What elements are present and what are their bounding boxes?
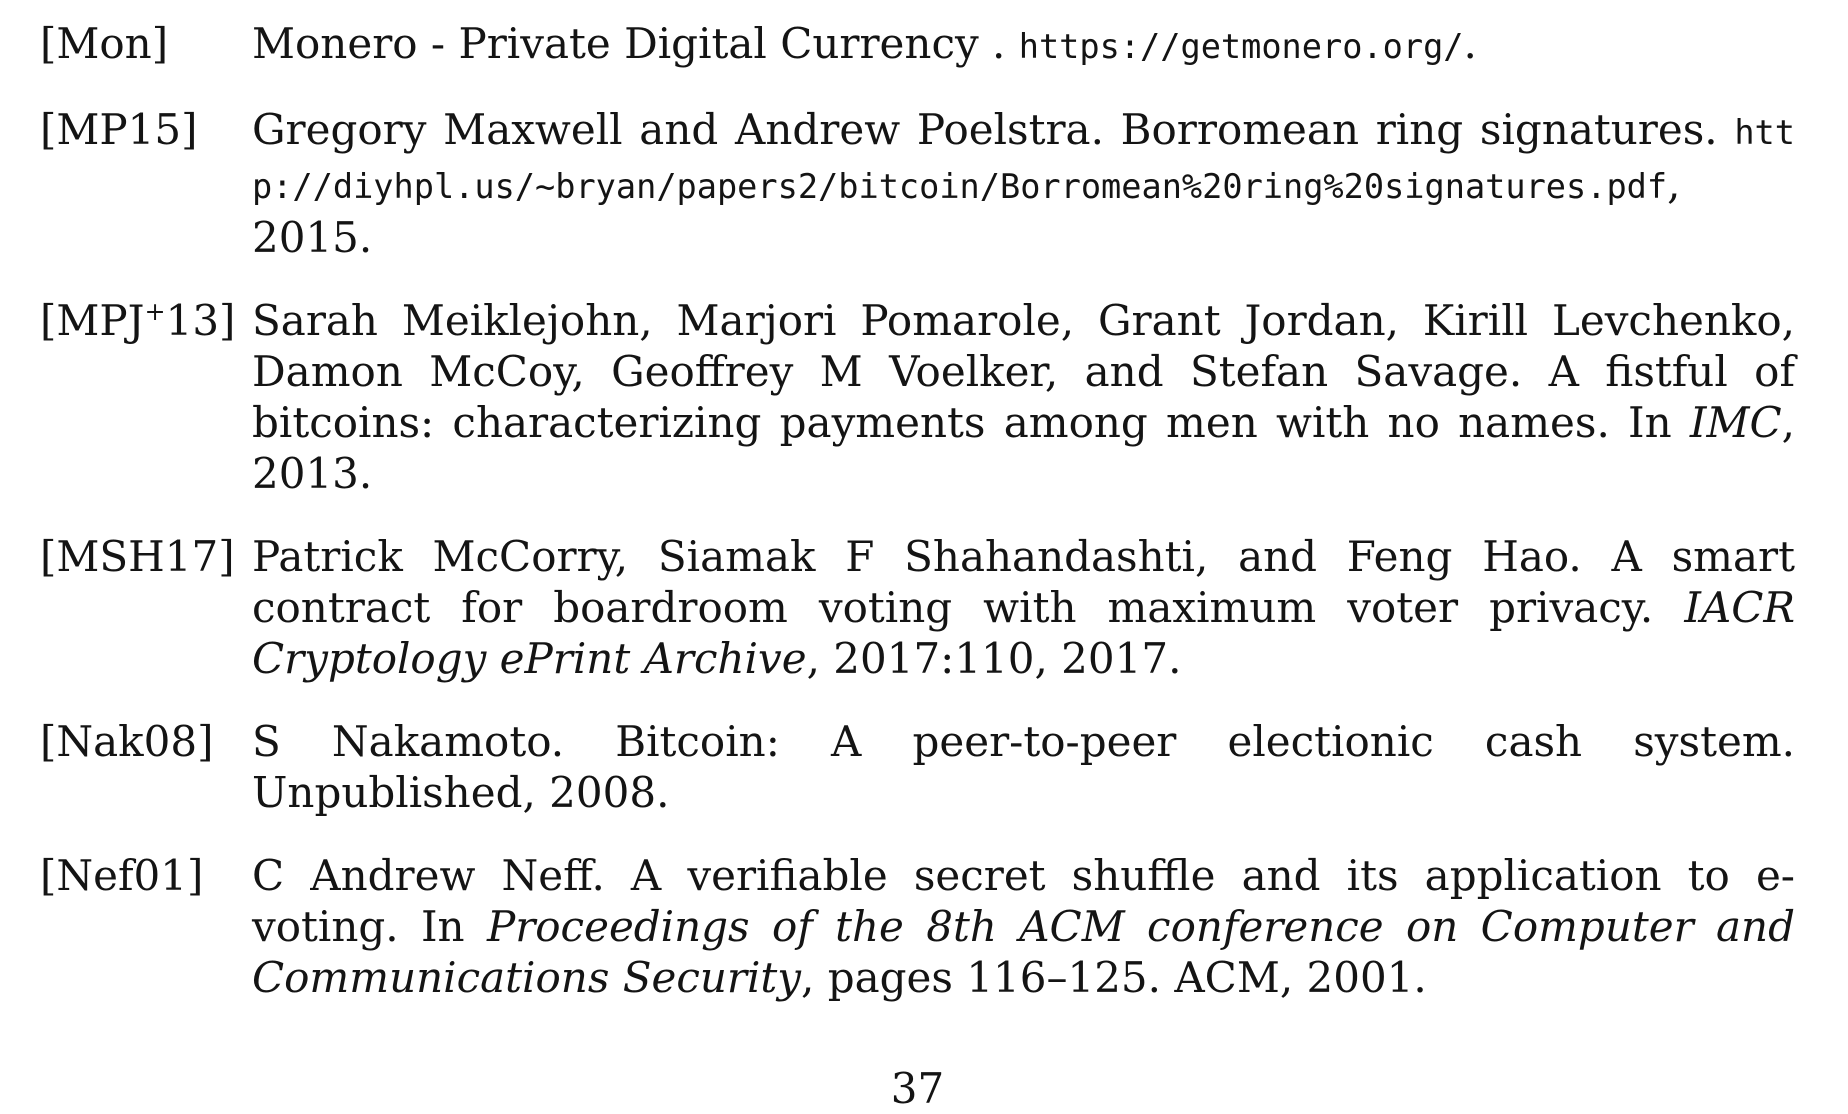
text-segment-italic: IACR Cryptology ePrint Archive <box>252 583 1795 683</box>
bibliography-entry <box>40 531 1795 684</box>
text-segment-sup: + <box>144 297 166 326</box>
text-segment-roman: [MP15] <box>40 105 198 154</box>
text-segment-roman: , 2013. <box>252 398 1795 498</box>
page-number: 37 <box>890 1064 945 1113</box>
text-segment-italic: Proceedings of the 8th ACM conference on Computer and Communications Security <box>252 902 1795 1002</box>
text-segment-mono: http://diyhpl.us/~bryan/papers2/bitcoin/Borromean%20ring%20signatures.pdf <box>252 113 1795 206</box>
citation-label <box>40 850 252 1003</box>
text-segment-roman: , pages 116–125. ACM, 2001. <box>801 953 1427 1002</box>
bibliography-entry <box>40 18 1795 72</box>
citation-body <box>252 295 1795 499</box>
text-segment-roman: 13] <box>165 296 236 345</box>
text-segment-roman: Sarah Meiklejohn, Marjori Pomarole, Grant Jordan, Kirill Levchenko, Damon McCoy, Geoffrey M Voelker, and Stefan Savage. A fistful of bitcoins: characterizing payments among men with no names. In <box>252 296 1795 447</box>
text-segment-roman: [MPJ <box>40 296 145 345</box>
text-segment-roman: Gregory Maxwell and Andrew Poelstra. Borromean ring signatures. <box>252 105 1735 154</box>
text-segment-roman: [Mon] <box>40 19 169 68</box>
text-segment-roman: , 2015. <box>252 159 1681 262</box>
text-segment-roman: , 2017:110, 2017. <box>806 634 1182 683</box>
citation-body <box>252 716 1795 818</box>
citation-label <box>40 104 252 263</box>
text-segment-italic: IMC <box>1689 398 1782 447</box>
citation-label <box>40 295 252 499</box>
citation-label <box>40 716 252 818</box>
text-segment-roman: S Nakamoto. Bitcoin: A peer-to-peer electionic cash system. Unpublished, 2008. <box>252 717 1795 817</box>
citation-body <box>252 531 1795 684</box>
citation-label <box>40 18 252 72</box>
bibliography-entry <box>40 104 1795 263</box>
text-segment-roman: C Andrew Neff. A verifiable secret shuffle and its application to e-voting. In <box>252 851 1795 951</box>
text-segment-roman: Patrick McCorry, Siamak F Shahandashti, and Feng Hao. A smart contract for boardroom voting with maximum voter privacy. <box>252 532 1795 632</box>
text-segment-roman: . <box>1463 19 1477 68</box>
text-segment-roman: [MSH17] <box>40 532 235 581</box>
text-segment-roman: [Nef01] <box>40 851 204 900</box>
citation-body <box>252 850 1795 1003</box>
bibliography-entry <box>40 850 1795 1003</box>
citation-body <box>252 18 1795 72</box>
text-segment-roman: [Nak08] <box>40 717 214 766</box>
text-segment-mono: https://getmonero.org/ <box>1018 27 1464 66</box>
citation-label <box>40 531 252 684</box>
bibliography-entry <box>40 716 1795 818</box>
citation-body <box>252 104 1795 263</box>
bibliography-entry <box>40 295 1795 499</box>
bibliography-list <box>40 18 1795 1003</box>
text-segment-roman: Monero - Private Digital Currency . <box>252 19 1019 68</box>
